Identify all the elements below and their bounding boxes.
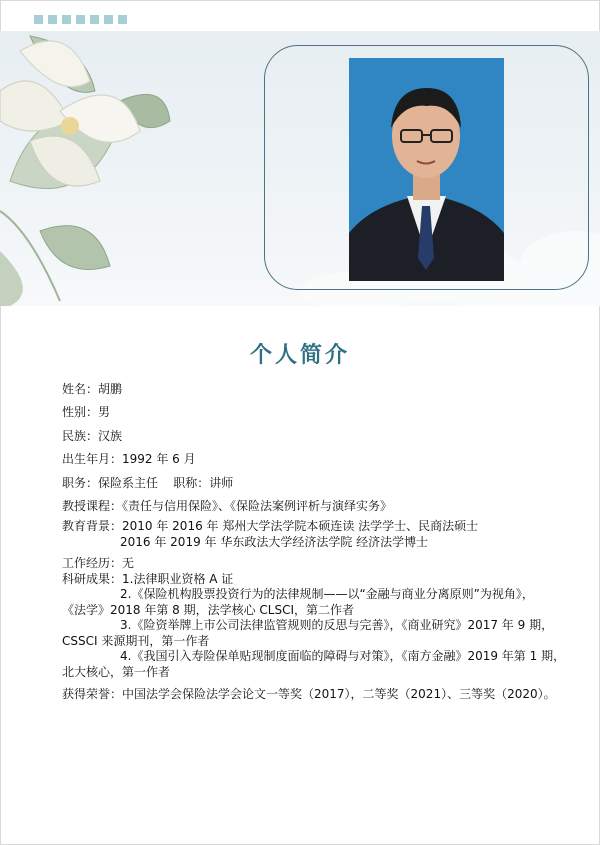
gender-line: 性别：男 bbox=[62, 405, 111, 419]
magnolia-flower-illustration bbox=[0, 31, 175, 306]
honors-line: 获得荣誉：中国法学会保险法学会论文一等奖（2017），二等奖（2021）、三等奖（2020）。 bbox=[62, 687, 556, 701]
name-line: 姓名：胡鹏 bbox=[62, 382, 123, 396]
ethnicity-line: 民族：汉族 bbox=[62, 429, 123, 443]
research-line-4: 4.《我国引入寿险保单贴现制度面临的障碍与对策》，《南方金融》2019 年第 1 期， bbox=[120, 649, 566, 663]
research-line-3b: CSSCI 来源期刊，第一作者 bbox=[62, 634, 210, 648]
research-line-4b: 北大核心，第一作者 bbox=[62, 665, 171, 679]
work-line: 工作经历：无 bbox=[62, 556, 135, 570]
courses-line: 教授课程：《责任与信用保险》、《保险法案例评析与演绎实务》 bbox=[62, 499, 393, 513]
research-line-2: 2.《保险机构股票投资行为的法律规制——以“金融与商业分离原则”为视角》， bbox=[120, 587, 534, 601]
research-line-3: 3.《险资举牌上市公司法律监管规则的反思与完善》，《商业研究》2017 年 9 期， bbox=[120, 618, 554, 632]
education-line-1: 教育背景：2010 年 2016 年 郑州大学法学院本硕连读 法学学士、民商法硕士 bbox=[62, 519, 479, 533]
education-line-2: 2016 年 2019 年 华东政法大学经济法学院 经济法学博士 bbox=[120, 535, 429, 549]
birth-line: 出生年月：1992 年 6 月 bbox=[62, 452, 196, 466]
position-line: 职务：保险系主任 职称：讲师 bbox=[62, 476, 234, 490]
decorative-squares bbox=[34, 15, 127, 24]
research-line-1: 科研成果：1.法律职业资格 A 证 bbox=[62, 572, 234, 586]
research-line-2b: 《法学》2018 年第 8 期，法学核心 CLSCI，第二作者 bbox=[62, 603, 355, 617]
page-title: 个人简介 bbox=[249, 343, 350, 368]
portrait-photo bbox=[349, 58, 504, 281]
